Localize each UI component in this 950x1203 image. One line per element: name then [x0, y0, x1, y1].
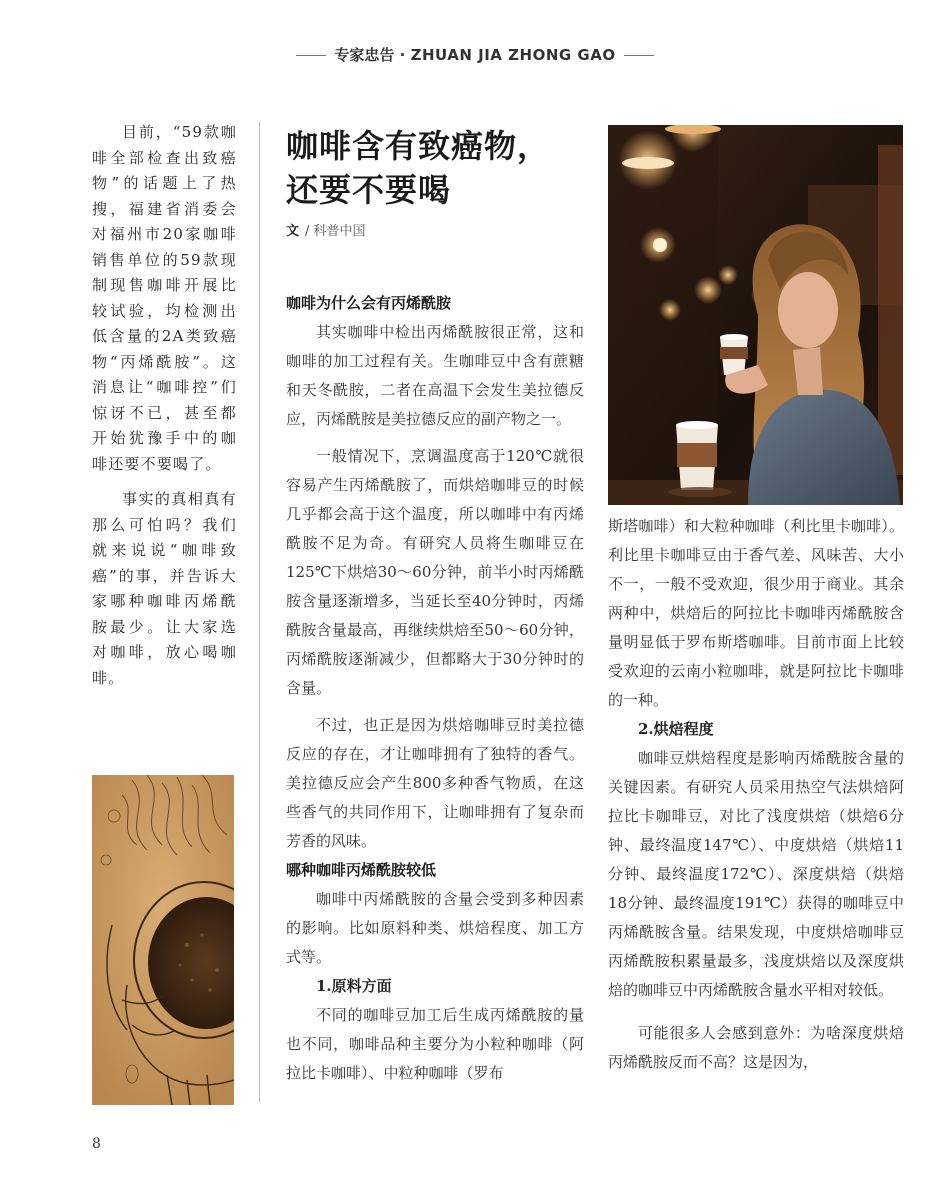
paragraph-4: 咖啡中丙烯酰胺的含量会受到多种因素的影响。比如原料种类、烘焙程度、加工方式等。	[286, 890, 584, 966]
intro-paragraph-2: 事实的真相真有那么可怕吗？我们就来说说“咖啡致癌”的事，并告诉大家哪种咖啡丙烯酰胺最少。让大家选对咖啡，放心喝咖啡。	[92, 490, 237, 687]
column-divider	[259, 122, 260, 1102]
paragraph-6: 斯塔咖啡）和大粒种咖啡（利比里卡咖啡）。利比里卡咖啡豆由于香气差、风味苦、大小不一，一般不受欢迎，很少用于商业。其余两种中，烘焙后的阿拉比卡咖啡丙烯酰胺含量明显低于罗布斯塔咖啡。目前市面上比较受欢迎的云南小粒咖啡，就是阿拉比卡咖啡的一种。	[608, 517, 904, 709]
header-cn: 专家忠告	[334, 46, 395, 64]
article-title-line-1: 咖啡含有致癌物，	[286, 127, 551, 165]
running-header	[0, 44, 950, 65]
paragraph-2: 一般情况下，烹调温度高于120℃就很容易产生丙烯酰胺了，而烘焙咖啡豆的时候几乎都会高于这个温度，所以咖啡中有丙烯酰胺不足为奇。有研究人员将生咖啡豆在125℃下烘焙30～60分钟，前半小时丙烯酰胺含量逐渐增多，当延长至40分钟时，丙烯酰胺含量最高，再继续烘焙至50～60分钟，丙烯酰胺逐渐减少，但都略大于30分钟时的含量。	[286, 447, 584, 697]
byline	[286, 220, 584, 239]
main-article-column	[286, 124, 584, 1088]
paragraph-7: 咖啡豆烘焙程度是影响丙烯酰胺含量的关键因素。有研究人员采用热空气法烘焙阿拉比卡咖啡豆，对比了浅度烘焙（烘焙6分钟、最终温度147℃）、中度烘焙（烘焙11分钟、最终温度172℃）、深度烘焙（烘焙18分钟、最终温度191℃）获得的咖啡豆中丙烯酰胺含量。结果发现，中度烘焙咖啡豆丙烯酰胺积累量最多，浅度烘焙以及深度烘焙的咖啡豆中丙烯酰胺含量水平相对较低。	[608, 749, 904, 999]
article-title	[286, 124, 584, 212]
header-en: ZHUAN JIA ZHONG GAO	[410, 46, 616, 64]
page-number: 8	[92, 1136, 101, 1152]
byline-author: 科普中国	[313, 224, 366, 239]
woman-drinking-coffee-photo	[608, 125, 903, 505]
header-dot: ·	[399, 46, 406, 64]
coffee-cup-sketch-illustration	[92, 775, 234, 1105]
right-article-column	[608, 512, 904, 1077]
byline-label: 文	[286, 224, 300, 239]
paragraph-1: 其实咖啡中检出丙烯酰胺很正常，这和咖啡的加工过程有关。生咖啡豆中含有蔗糖和天冬酰胺，二者在高温下会发生美拉德反应，丙烯酰胺是美拉德反应的副产物之一。	[286, 323, 584, 428]
paragraph-3: 不过，也正是因为烘焙咖啡豆时美拉德反应的存在，才让咖啡拥有了独特的香气。美拉德反应会产生800多种香气物质，在这些香气的共同作用下，让咖啡拥有了复杂而芳香的风味。	[286, 716, 584, 850]
article-body	[286, 289, 584, 1088]
intro-paragraph-1: 目前，“59款咖啡全部检查出致癌物”的话题上了热搜，福建省消委会对福州市20家咖啡销售单位的59款现制现售咖啡开展比较试验，均检测出低含量的2A类致癌物“丙烯酰胺”。这消息让“咖啡控”们惊讶不已，甚至都开始犹豫手中的咖啡还要不要喝了。	[92, 123, 237, 473]
paragraph-8: 可能很多人会感到意外：为啥深度烘焙丙烯酰胺反而不高？这是因为，	[608, 1024, 904, 1071]
paragraph-5: 不同的咖啡豆加工后生成丙烯酰胺的量也不同，咖啡品种主要分为小粒种咖啡（阿拉比卡咖啡）、中粒种咖啡（罗布	[286, 1006, 584, 1082]
subheading-roast-level: 2.烘焙程度	[638, 720, 714, 738]
header-rule-left	[296, 55, 326, 56]
subheading-raw-material: 1.原料方面	[316, 977, 392, 995]
byline-separator: /	[305, 224, 310, 239]
article-title-line-2: 还要不要喝	[286, 171, 452, 209]
intro-column	[92, 120, 237, 691]
header-rule-right	[624, 55, 654, 56]
section-heading-1: 咖啡为什么会有丙烯酰胺	[286, 294, 452, 312]
section-heading-2: 哪种咖啡丙烯酰胺较低	[286, 861, 437, 879]
